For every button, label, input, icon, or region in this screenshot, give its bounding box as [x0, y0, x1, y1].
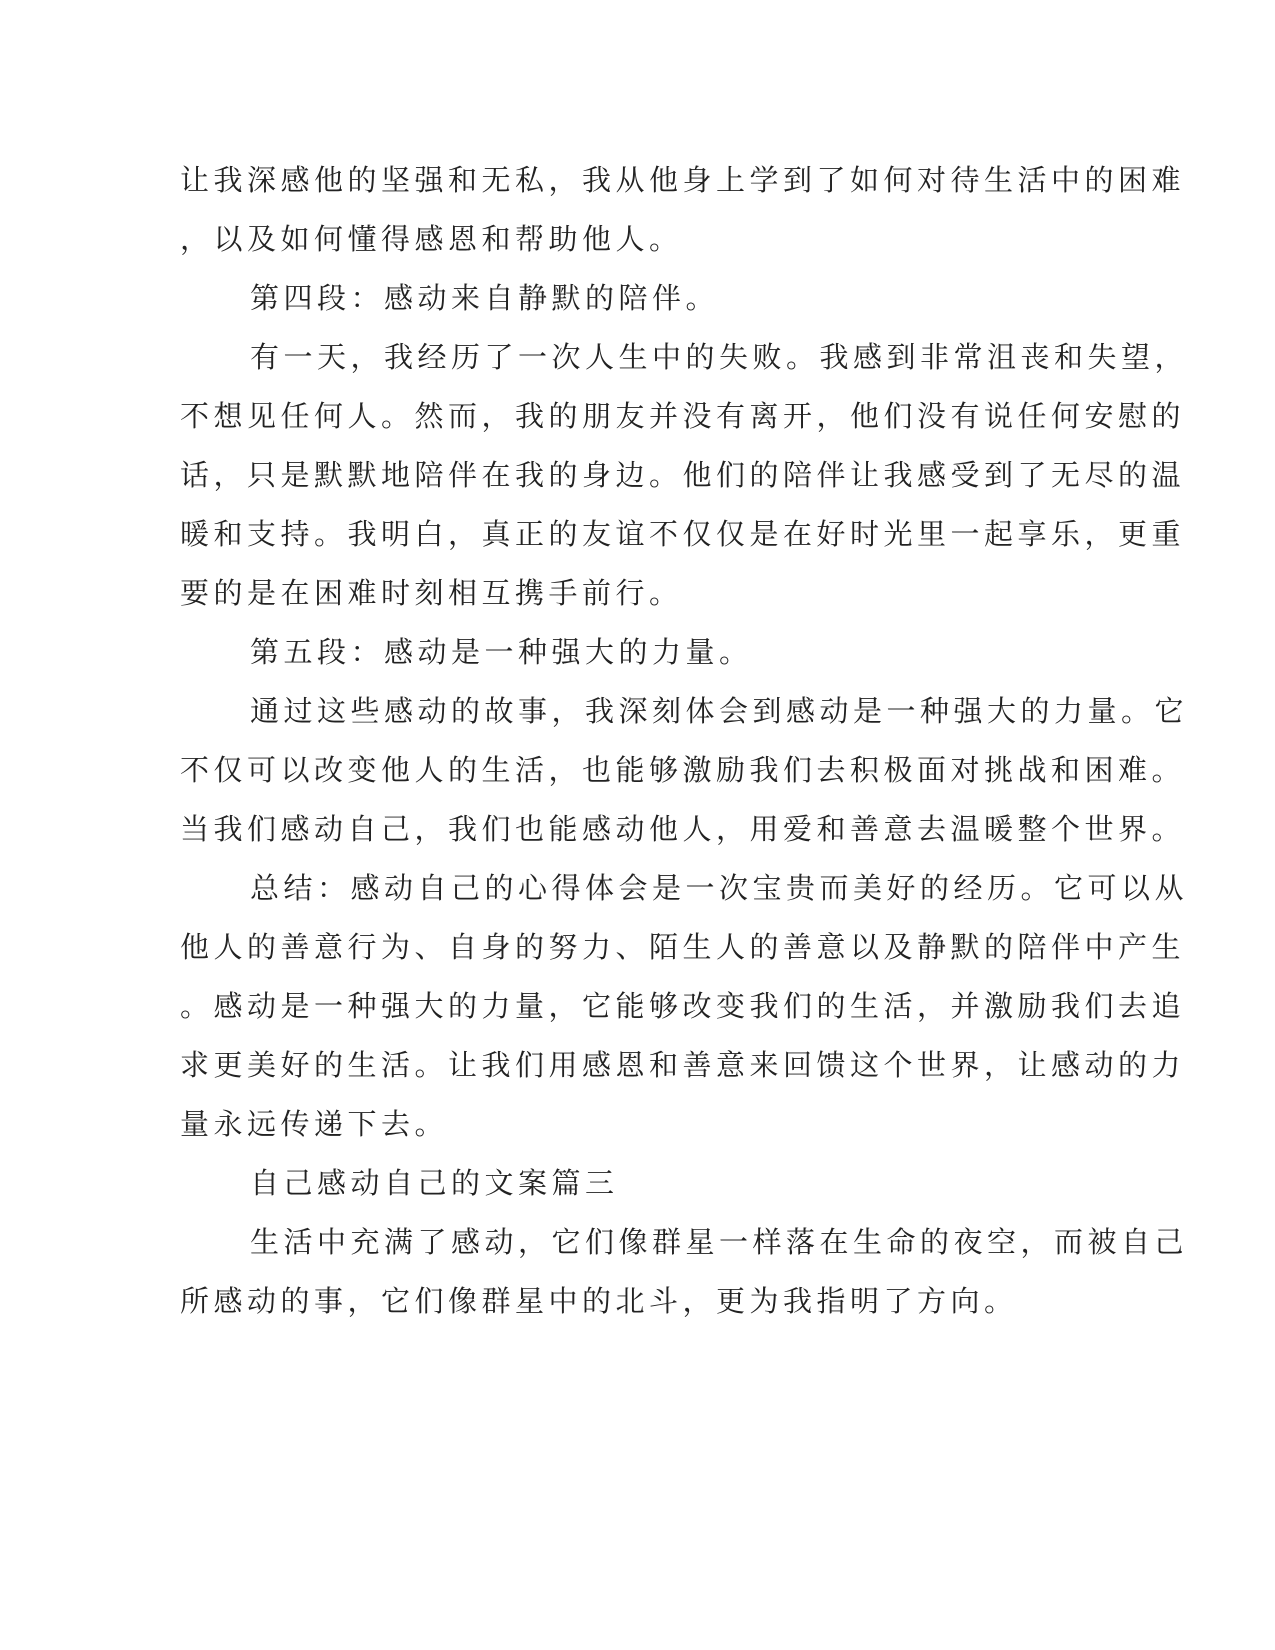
section-heading: 自己感动自己的文案篇三 — [250, 1166, 619, 1200]
text-line: 量永远传递下去。 — [180, 1107, 449, 1141]
text-line: 通过这些感动的故事，我深刻体会到感动是一种强大的力量。它 — [250, 694, 1189, 728]
text-line: 有一天，我经历了一次人生中的失败。我感到非常沮丧和失望， — [250, 340, 1189, 374]
text-line: 不想见任何人。然而，我的朋友并没有离开，他们没有说任何安慰的 — [180, 399, 1186, 433]
section-heading: 第四段：感动来自静默的陪伴。 — [250, 281, 720, 315]
text-line: ，以及如何懂得感恩和帮助他人。 — [180, 222, 683, 256]
text-line: 求更美好的生活。让我们用感恩和善意来回馈这个世界，让感动的力 — [180, 1048, 1186, 1082]
text-line: 所感动的事，它们像群星中的北斗，更为我指明了方向。 — [180, 1284, 1018, 1318]
text-line: 。感动是一种强大的力量，它能够改变我们的生活，并激励我们去追 — [180, 989, 1186, 1023]
text-line: 要的是在困难时刻相互携手前行。 — [180, 576, 683, 610]
text-line: 总结：感动自己的心得体会是一次宝贵而美好的经历。它可以从 — [250, 871, 1189, 905]
text-line: 暖和支持。我明白，真正的友谊不仅仅是在好时光里一起享乐，更重 — [180, 517, 1186, 551]
text-line: 当我们感动自己，我们也能感动他人，用爱和善意去温暖整个世界。 — [180, 812, 1186, 846]
text-line: 不仅可以改变他人的生活，也能够激励我们去积极面对挑战和困难。 — [180, 753, 1186, 787]
text-line: 生活中充满了感动，它们像群星一样落在生命的夜空，而被自己 — [250, 1225, 1189, 1259]
text-line: 让我深感他的坚强和无私，我从他身上学到了如何对待生活中的困难 — [180, 163, 1186, 197]
text-line: 他人的善意行为、自身的努力、陌生人的善意以及静默的陪伴中产生 — [180, 930, 1186, 964]
section-heading: 第五段：感动是一种强大的力量。 — [250, 635, 753, 669]
text-line: 话，只是默默地陪伴在我的身边。他们的陪伴让我感受到了无尽的温 — [180, 458, 1186, 492]
